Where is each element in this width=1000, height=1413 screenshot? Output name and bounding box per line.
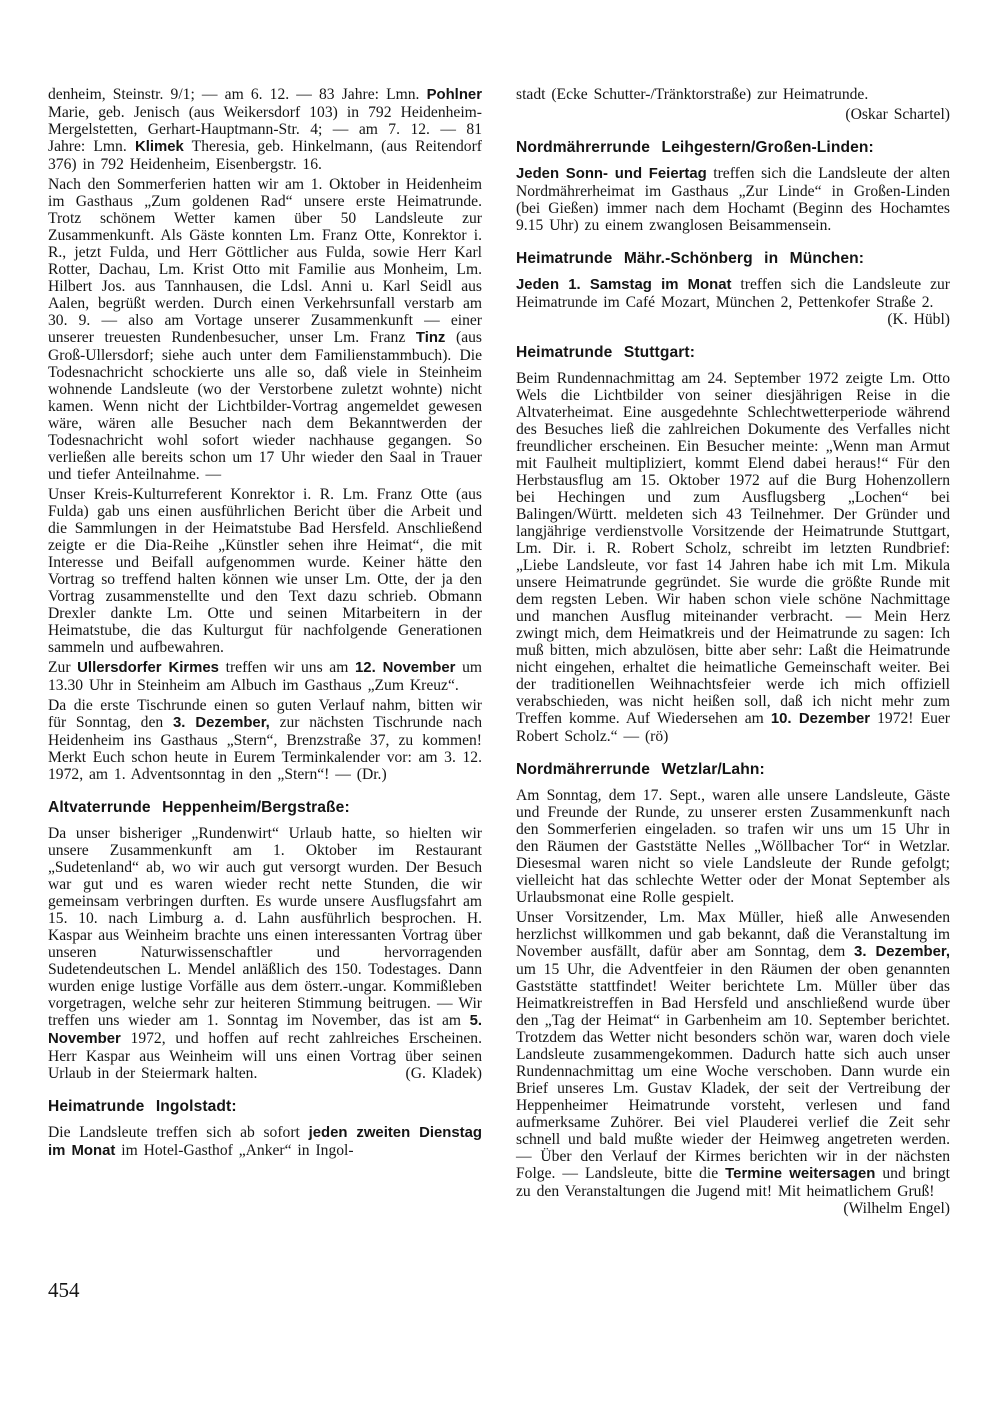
- signature-g-kladek: (G. Kladek): [405, 1065, 482, 1082]
- paragraph-text: Unser Vorsitzender, Lm. Max Müller, hieß alle Anwesenden herzlichst willkommen und gab bekannt, daß die Veranstaltung im November ausfällt, dafür aber am Sonntag, dem 3. Dezember, um 15 Uhr, die Adventfeier in den Räumen der oben genannten Gaststätte stattfindet! Weiter berichtete Lm. Müller über das Heimatkreistreffen in Bad Hersfeld und anschließend wurde über den „Tag der Heimat“ in Garbenheim am 10. September berichtet. Trotzdem das Wetter nicht besonders schön war, waren doch viele Landsleute zusammengekommen. Dadurch hatte sich auch unser Rundennachmittag um eine Woche verschoben. Dann wurde ein Brief unseres Lm. Gustav Kladek, der seit der Vertreibung der Heppenheimer Heimatrunde vorsteht, verlesen und fand aufmerksame Zuhörer. Bei viel Plauderei verlief die Zeit sehr schnell und bald mußte wieder der Heimweg angetreten werden. — Über den Verlauf der Kirmes berichten wir in der nächsten Folge. — Landsleute, bitte die Termine weitersagen und bringt zu den Veranstaltungen die Jugend mit! Mit heimatlichem Gruß!: [516, 909, 951, 1200]
- paragraph-muenchen: [516, 276, 950, 328]
- paragraph-text: Da die erste Tischrunde einen so guten Verlauf nahm, bitten wir für Sonntag, den 3. Dezember, zur nächsten Tischrunde nach Heidenheim ins Gasthaus „Stern“, Brenzstraße 37, zu kommen! Merkt Euch schon heute in Eurem Terminkalender vor: am 3. 12. 1972, am 1. Adventsonntag in den „Stern“! — (Dr.): [48, 697, 483, 783]
- paragraph-ullersdorfer-kirmes: [48, 659, 482, 694]
- paragraph-leihgestern: [516, 165, 950, 234]
- paragraph-text: Nach den Sommerferien hatten wir am 1. Oktober in Heidenheim im Gasthaus „Zum goldenen Rad“ unsere erste Heimatrunde. Trotz schönem Wetter kamen über 50 Landsleute zur Zusammenkunft. Als Gäste konnten Lm. Franz Otte, Konrektor i. R., jetzt Fulda, und Herr Göttlicher aus Fulda, sowie Herr Karl Rotter, Dachau, Lm. Krist Otto mit Familie aus Monheim, Lm. Hilbert Jos. aus Tannhausen, die Ldsl. Anni u. Karl Seidl aus Aalen, begrüßt werden. Durch einen Verkehrsunfall verstarb am 30. 9. — also am Vortage unserer Zusammenkunft — einer unserer treuesten Rundenbesucher, unser Lm. Franz Tinz (aus Groß-Ullersdorf; siehe auch unter dem Familienstammbuch). Die Todesnachricht schockierte uns alle so, daß viele in Steinheim wohnende Landsleute (wo der Verstorbene zuletzt wohnte) nicht kamen. Wenn nicht der Lichtbilder-Vortrag angemeldet gewesen wäre, wären alle Besucher nach dem Bekanntwerden der Todesnachricht wohl sofort wieder nachhause gegangen. So verließen alle bereits schon um 17 Uhr wieder den Saal in Trauer und tiefer Anteilnahme. —: [48, 176, 482, 483]
- paragraph-wetzlar-report-2: [516, 909, 950, 1217]
- paragraph-text: Da unser bisheriger „Rundenwirt“ Urlaub hatte, so hielten wir unsere Zusammenkunft am 1. Oktober im Restaurant „Sudetenland“ ab, wo wir auch gut versorgt wurden. Der Besuch war gut und es waren wieder recht nette Stunden, die wir gemeinsam verbringen durften. Es wurde unsere Ausflugsfahrt am 15. 10. nach Limburg a. d. Lahn ausführlich besprochen. H. Kaspar aus Weinheim brachte uns einen interessanten Vortrag über unseren Naturwissenschaftler und hervorragenden Sudetendeutschen L. Mendel anläßlich des 150. Todestages. Dann wurden enige lustige Vorfälle aus dem österr.-ungar. Kommißleben vorgetragen, welche sehr zur heiteren Stimmung beitrugen. — Wir treffen uns wieder am 1. Sonntag im November, das ist am 5. November 1972, und hoffen auf recht zahlreiches Erscheinen. Herr Kaspar aus Weinheim will uns einen Vortrag über seinen Urlaub in der Steiermark halten.: [48, 825, 482, 1082]
- signature-k-huebl: (K. Hübl): [887, 311, 950, 328]
- paragraph-wetzlar-report-1: [516, 787, 950, 906]
- page-number: 454: [48, 1278, 80, 1302]
- paragraph-ingolstadt-continued: [516, 86, 950, 103]
- signature-wilhelm-engel: (Wilhelm Engel): [843, 1200, 950, 1217]
- section-heading-ingolstadt: Heimatrunde Ingolstadt:: [48, 1098, 237, 1115]
- paragraph-text: Unser Kreis-Kulturreferent Konrektor i. R. Lm. Franz Otte (aus Fulda) gab uns einen ausführlichen Bericht über die Arbeit und die Sammlungen in der Heimatstube Bad Hersfeld. Anschließend zeigte er die Dia-Reihe „Künstler sehen ihre Heimat“, die mit Interesse und Beifall aufgenommen wurde. Keiner hätte den Vortrag so treffend halten können wie unser Lm. Otte, der ja den Vortrag zusammenstellte und den Text dazu schrieb. Obmann Drexler dankte Lm. Otte und seinen Mitarbeitern in der Heimatstube, die das Kulturgut für nachfolgende Generationen sammeln und aufbewahren.: [48, 486, 482, 656]
- paragraph-text: Am Sonntag, dem 17. Sept., waren alle unsere Landsleute, Gäste und Freunde der Runde, zu unserer ersten Zusammenkunft nach den Sommerferien eingeladen. so trafen wir uns um 15 Uhr in den Räumen der Gaststätte Nelles „Wöllbacher Tor“ in Wetzlar. Diesesmal waren nicht so viele Landsleute der Runde gefolgt; vielleicht hat das schlechte Wetter oder der Monat September als Urlaubsmonat eine Rolle gespielt.: [516, 787, 950, 906]
- paragraph-text: Zur Ullersdorfer Kirmes treffen wir uns am 12. November um 13.30 Uhr in Steinheim am Albuch im Gasthaus „Zum Kreuz“.: [48, 659, 482, 694]
- section-heading-muenchen: Heimatrunde Mähr.-Schönberg in München:: [516, 250, 865, 267]
- paragraph-obituary-continued: [48, 86, 482, 173]
- paragraph-text: Beim Rundennachmittag am 24. September 1972 zeigte Lm. Otto Wels die Lichtbilder von seiner diesjährigen Reise in die Altvaterheimat. Eine ausgedehnte Schlechtwetterperiode während des Besuches ließ die zahlreichen Dokumente des Verfalles nicht freundlicher erscheinen. Ein Besucher meinte: „Wenn man Armut mit Faulheit multipliziert, kommt Elend dabei heraus!“ Für den Herbstausflug am 15. Oktober 1972 auf die Burg Hohenzollern bei Hechingen und zum Ausflugsberg „Lochen“ bei Balingen/Württ. meldeten sich 43 Teilnehmer. Der Gründer und langjährige verdienstvolle Vorsitzende der Heimatrunde Stuttgart, Lm. Dir. i. R. Robert Scholz, schreibt im letzten Rundbrief: „Liebe Landsleute, vor fast 14 Jahren habe ich mit Lm. Mikula unsere Heimatrunde gegründet. Sie wurde die größte Runde mit dem regsten Leben. Wir haben schon viele schöne Nachmittage und manchen Ausflug miteinander verbracht. — Mein Herz zwingt mich, dem Heimatkreis und der Heimatrunde zu sagen: Ich muß bitten, mich abzulösen, bitte aber sehr: Laßt die Heimatrunde nicht eingehen, erhaltet die heimatliche Gemeinschaft weiter. Bei der traditionellen Weihnachtsfeier werde ich mich offiziell verabschieden, was nicht heißen soll, daß ich nicht mehr zum Treffen komme. Auf Wiedersehen am 10. Dezember 1972! Euer Robert Scholz.“ — (rö): [516, 370, 951, 745]
- section-heading-heppenheim: Altvaterrunde Heppenheim/Bergstraße:: [48, 799, 350, 816]
- paragraph-text: Jeden 1. Samstag im Monat treffen sich die Landsleute zur Heimatrunde im Café Mozart, München 2, Pettenkofer Straße 2.: [516, 276, 950, 311]
- paragraph-heidenheim-report: [48, 176, 482, 483]
- signature-oskar-schartel: (Oskar Schartel): [845, 106, 950, 123]
- section-heading-wetzlar: Nordmährerrunde Wetzlar/Lahn:: [516, 761, 765, 778]
- section-heading-stuttgart: Heimatrunde Stuttgart:: [516, 344, 696, 361]
- paragraph-tischrunde-termin: [48, 697, 482, 783]
- paragraph-kulturreferent: [48, 486, 482, 656]
- paragraph-stuttgart-report: [516, 370, 950, 745]
- paragraph-text: Die Landsleute treffen sich ab sofort jeden zweiten Dienstag im Monat im Hotel-Gasthof „Anker“ in Ingol-: [48, 1124, 482, 1159]
- section-heading-leihgestern: Nordmährerrunde Leihgestern/Großen-Linden:: [516, 139, 874, 156]
- right-column: [516, 86, 950, 1413]
- paragraph-text: Jeden Sonn- und Feiertag treffen sich die Landsleute der alten Nordmährerheimat im Gasthaus „Zur Linde“ in Großen-Linden (bei Gießen) immer nach dem Hochamt (Beginn des Hochamtes 9.15 Uhr) zu einem zwanglosen Beisammensein.: [516, 165, 950, 234]
- paragraph-ingolstadt: [48, 1124, 482, 1160]
- paragraph-text: stadt (Ecke Schutter-/Tränktorstraße) zur Heimatrunde.: [516, 86, 869, 103]
- paragraph-heppenheim-report: [48, 825, 482, 1082]
- left-column: [48, 86, 482, 1413]
- paragraph-text: denheim, Steinstr. 9/1; — am 6. 12. — 83 Jahre: Lmn. Pohlner Marie, geb. Jenisch (aus Weikersdorf 103) in 792 Heidenheim-Mergelstetten, Gerhart-Hauptmann-Str. 4; — am 7. 12. — 81 Jahre: Lmn. Klimek Theresia, geb. Hinkelmann, (aus Reitendorf 376) in 792 Heidenheim, Eisenbergstr. 16.: [48, 86, 482, 173]
